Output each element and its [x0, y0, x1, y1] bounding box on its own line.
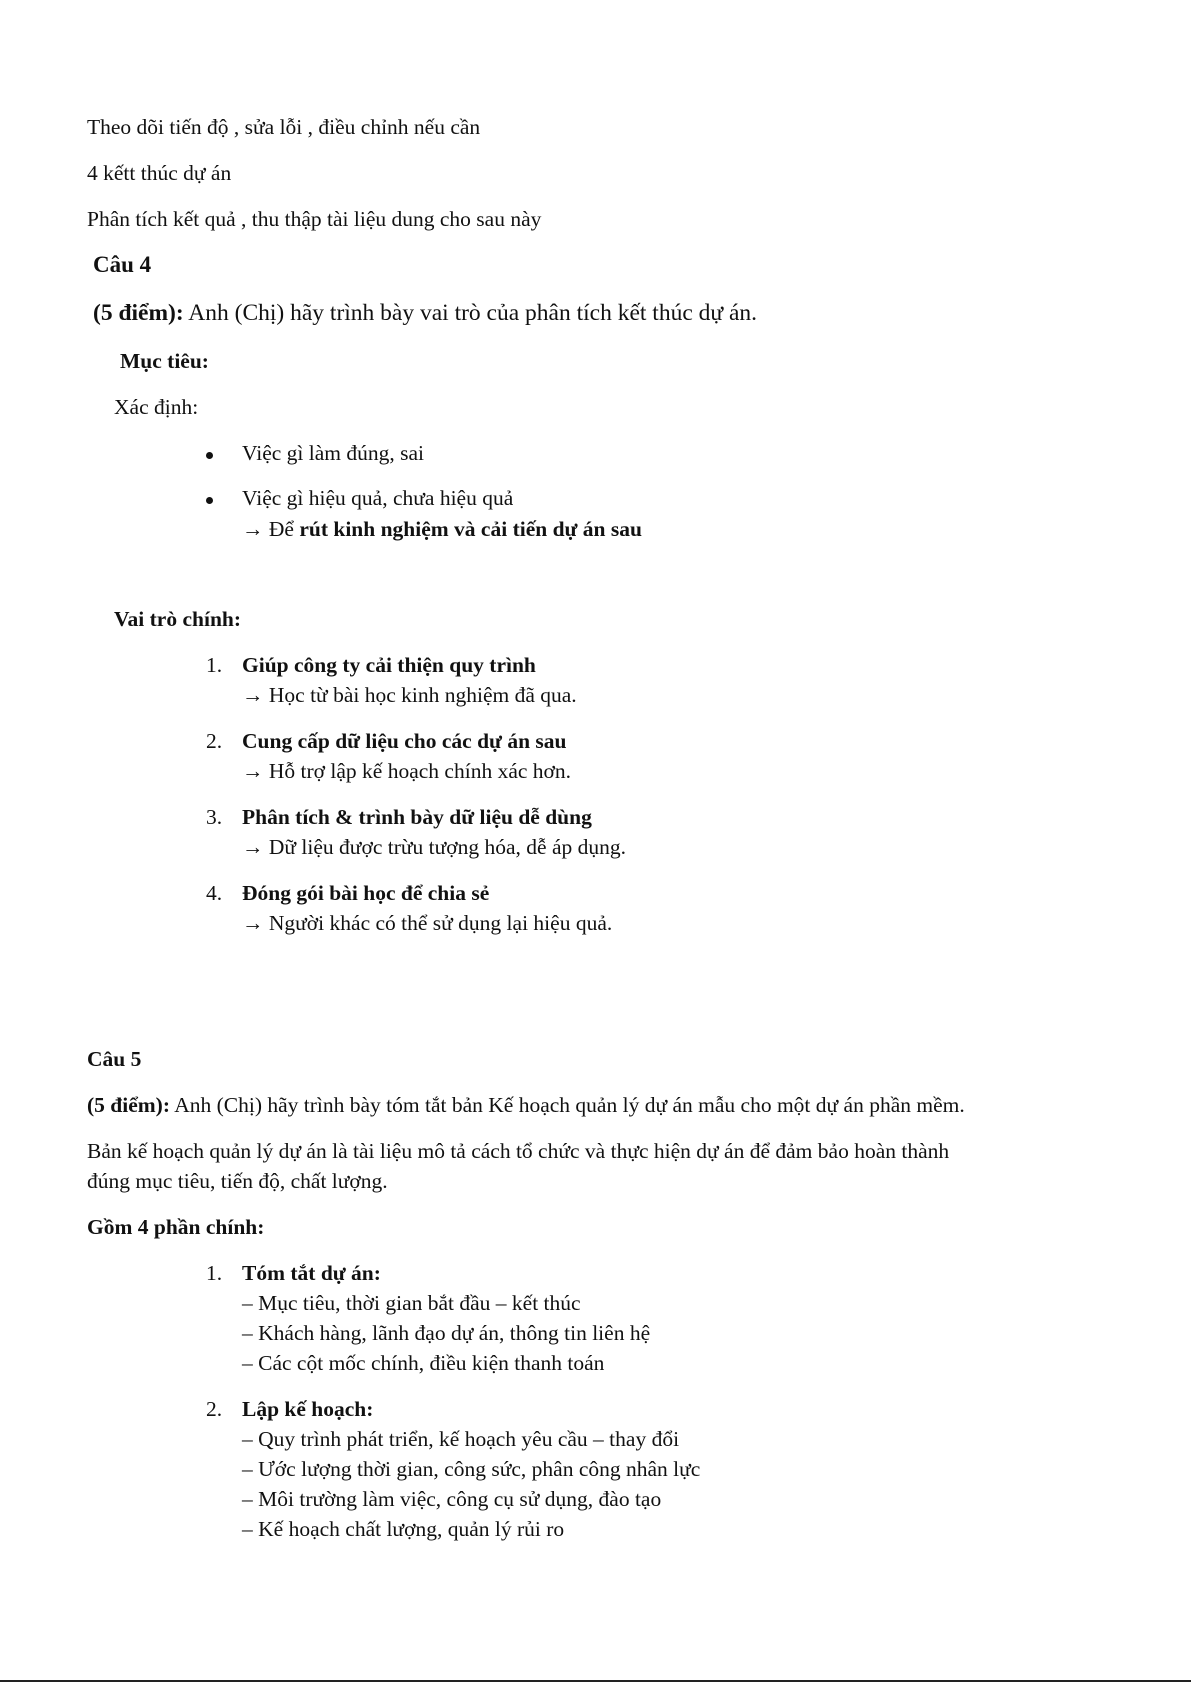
- arrow-emphasis: rút kinh nghiệm và cải tiến dự án sau: [299, 517, 642, 541]
- question-4-text: [93, 299, 757, 327]
- bullet-dot: [206, 452, 213, 459]
- list-number: 3.: [206, 805, 223, 829]
- question-5-text: [87, 1091, 965, 1119]
- part-item: – Khách hàng, lãnh đạo dự án, thông tin liên hệ: [242, 1321, 651, 1345]
- bullet-item: Việc gì làm đúng, sai: [242, 441, 425, 465]
- determine-label: Xác định:: [114, 395, 199, 419]
- role-title: Phân tích & trình bày dữ liệu dễ dùng: [242, 805, 592, 829]
- question-body: Anh (Chị) hãy trình bày vai trò của phân tích kết thúc dự án.: [183, 300, 758, 326]
- list-number: 1.: [206, 653, 223, 677]
- parts-heading: Gồm 4 phần chính:: [87, 1215, 265, 1239]
- goal-heading: Mục tiêu:: [120, 349, 209, 373]
- arrow-conclusion: [242, 515, 642, 543]
- intro-line: đúng mục tiêu, tiến độ, chất lượng.: [87, 1169, 388, 1193]
- text-line: Theo dõi tiến độ , sửa lỗi , điều chỉnh nếu cần: [87, 115, 481, 139]
- role-title: Cung cấp dữ liệu cho các dự án sau: [242, 729, 567, 753]
- part-item: – Mục tiêu, thời gian bắt đầu – kết thúc: [242, 1291, 581, 1315]
- intro-line: Bản kế hoạch quản lý dự án là tài liệu mô tả cách tổ chức và thực hiện dự án để đảm bảo hoàn thành: [87, 1139, 950, 1163]
- part-item: – Quy trình phát triển, kế hoạch yêu cầu – thay đổi: [242, 1427, 680, 1451]
- role-title: Giúp công ty cải thiện quy trình: [242, 653, 536, 677]
- list-number: 2.: [206, 1397, 223, 1421]
- part-item: – Ước lượng thời gian, công sức, phân công nhân lực: [242, 1457, 701, 1481]
- question-body: Anh (Chị) hãy trình bày tóm tắt bản Kế hoạch quản lý dự án mẫu cho một dự án phần mềm.: [170, 1093, 965, 1117]
- role-desc: → Hỗ trợ lập kế hoạch chính xác hơn.: [242, 759, 572, 783]
- role-title: Đóng gói bài học để chia sẻ: [242, 881, 490, 905]
- bullet-item: Việc gì hiệu quả, chưa hiệu quả: [242, 486, 514, 510]
- role-desc: → Học từ bài học kinh nghiệm đã qua.: [242, 683, 577, 707]
- part-title: Lập kế hoạch:: [242, 1397, 374, 1421]
- text-line: Phân tích kết quả , thu thập tài liệu dung cho sau này: [87, 207, 542, 231]
- part-title: Tóm tắt dự án:: [242, 1261, 381, 1285]
- bullet-dot: [206, 497, 213, 504]
- part-item: – Kế hoạch chất lượng, quản lý rủi ro: [242, 1517, 565, 1541]
- role-desc: → Dữ liệu được trừu tượng hóa, dễ áp dụng.: [242, 835, 627, 859]
- roles-heading: Vai trò chính:: [114, 607, 242, 631]
- role-desc: → Người khác có thể sử dụng lại hiệu quả.: [242, 911, 613, 935]
- points-label: (5 điểm):: [87, 1093, 170, 1117]
- question-4-title: Câu 4: [93, 252, 152, 277]
- part-item: – Các cột mốc chính, điều kiện thanh toán: [242, 1351, 605, 1375]
- points-label: (5 điểm):: [93, 300, 184, 326]
- question-5-title: Câu 5: [87, 1047, 142, 1071]
- list-number: 2.: [206, 729, 223, 753]
- list-number: 4.: [206, 881, 223, 905]
- page-bottom-rule: [0, 1680, 1191, 1682]
- part-item: – Môi trường làm việc, công cụ sử dụng, đào tạo: [242, 1487, 662, 1511]
- list-number: 1.: [206, 1261, 223, 1285]
- arrow-prefix: → Để: [242, 517, 300, 541]
- text-line: 4 kếtt thúc dự án: [87, 161, 232, 185]
